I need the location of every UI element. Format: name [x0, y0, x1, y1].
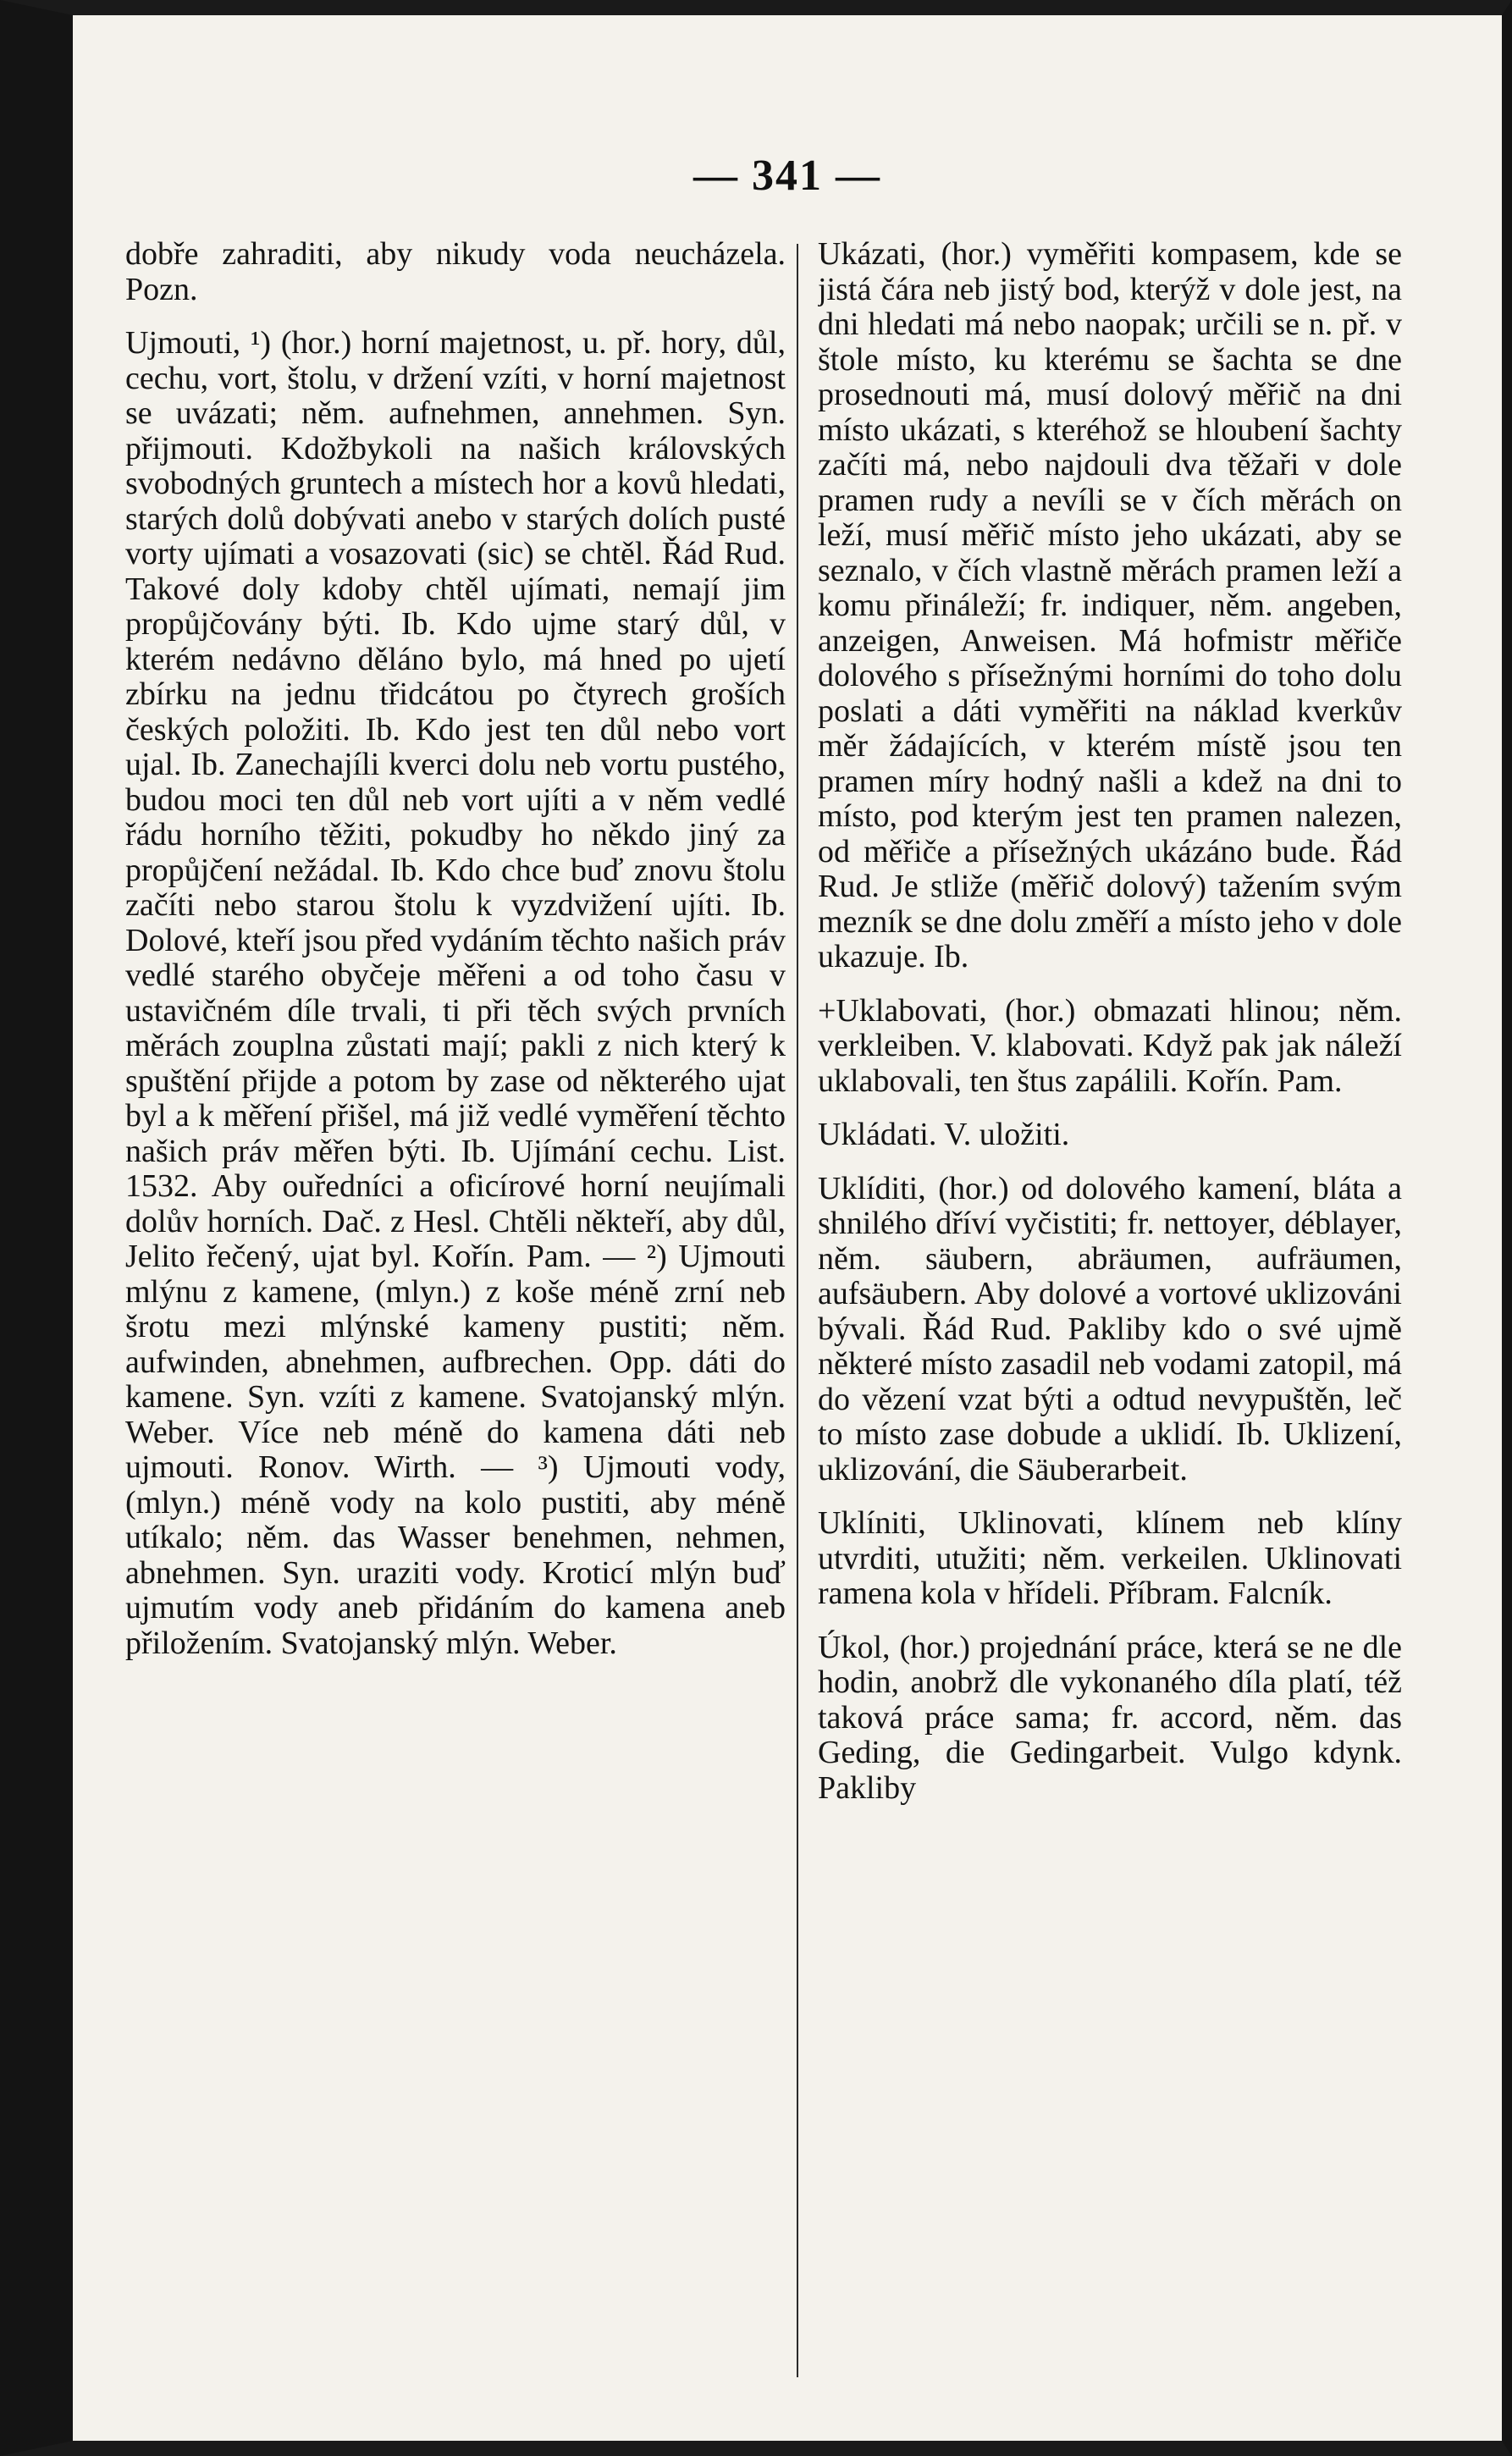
- text-block-continuation: dobře zahraditi, aby nikudy voda neucházela. Pozn.: [125, 237, 786, 307]
- entry-ujmouti: Ujmouti, ¹) (hor.) horní majetnost, u. př. hory, důl, cechu, vort, štolu, v držení vzíti, v horní majetnost se uvázati; něm. aufnehmen, annehmen. Syn. přijmouti. Kdožbykoli na našich královských svobodných gruntech a místech hor a kovů hledati, starých dolů dobývati anebo v starých dolích pusté vorty ujímati a vosazovati (sic) se chtěl. Řád Rud. Takové doly kdoby chtěl ujímati, nemají jim propůjčovány býti. Ib. Kdo ujme starý důl, v kterém nedávno děláno bylo, má hned po ujetí zbírku na jednu třidcátou po čtyrech groších českých položiti. Ib. Kdo jest ten důl nebo vort ujal. Ib. Zanechajíli kverci dolu neb vortu pustého, budou moci ten důl neb vort ujíti a v něm vedlé řádu horního těžiti, pokudby ho někdo jiný za propůjčení nežádal. Ib. Kdo chce buď znovu štolu začíti nebo starou štolu k vyzdvižení ujíti. Ib. Dolové, kteří jsou před vydáním těchto našich práv vedlé starého obyčeje měřeni a od toho času v ustavičném díle trvali, ti při těch svých prvních měrách zouplna zůstati mají; pakli z nich který k spuštění přijde a potom by zase od některého ujat byl a k měření přišel, má již vedlé vyměření těchto našich práv měřen býti. Ib. Ujímání cechu. List. 1532. Aby ouředníci a oficírové horní neujímali dolův horních. Dač. z Hesl. Chtěli někteří, aby důl, Jelito řečený, ujat byl. Kořín. Pam. — ²) Ujmouti mlýnu z kamene, (mlyn.) z koše méně zrní neb šrotu mezi mlýnské kameny pustiti; něm. aufwinden, abnehmen, aufbrechen. Opp. dáti do kamene. Syn. vzíti z kamene. Svatojanský mlýn. Weber. Více neb méně do kamena dáti neb ujmouti. Ronov. Wirth. — ³) Ujmouti vody, (mlyn.) méně vody na kolo pustiti, aby méně utíkalo; něm. das Wasser benehmen, nehmen, abnehmen. Syn. uraziti vody. Kroticí mlýn buď ujmutím vody aneb přidáním do kamena aneb přiložením. Svatojanský mlýn. Weber.: [125, 325, 786, 1661]
- entry-uklabovati: +Uklabovati, (hor.) obmazati hlinou; něm. verkleiben. V. klabovati. Když pak jak náleží uklabovali, ten štus zapálili. Kořín. Pam.: [818, 992, 1402, 1099]
- entry-ukladati: Ukládati. V. uložiti.: [818, 1117, 1070, 1152]
- entry-ukol: Úkol, (hor.) projednání práce, která se ne dle hodin, anobrž dle vykonaného díla platí, též taková práce sama; fr. accord, něm. das Geding, die Gedingarbeit. Vulgo kdynk. Pakliby: [818, 1629, 1402, 1806]
- left-column: [125, 237, 786, 2404]
- right-column: [818, 237, 1402, 2404]
- entry-ukazati: Ukázati, (hor.) vyměřiti kompasem, kde se jistá čára neb jistý bod, kterýž v dole jest, na dni hledati má nebo naopak; určili se n. př. v štole místo, ku kterému se šachta se dne prosednouti má, musí dolový měřič na dni místo ukázati, s kteréhož se hloubení šachty začíti má, nebo najdouli dva těžaři v dole pramen rudy a nevíli se v čích měrách on leží, musí měřič místo jeho ukázati, aby se seznalo, v čích vlastně měrách pramen leží a komu přináleží; fr. indiquer, něm. angeben, anzeigen, Anweisen. Má hofmistr měřiče dolového s přísežnými horními do toho dolu poslati a dáti vyměřiti na náklad kverkův měr žádajících, v kterém místě jsou ten pramen míry hodný našli a kdež na dni to místo, pod kterým jest ten pramen nalezen, od měřiče a přísežných ukázáno bude. Řád Rud. Je stliže (měřič dolový) tažením svým mezník se dne dolu změří a místo jeho v dole ukazuje. Ib.: [818, 237, 1402, 974]
- column-divider: [797, 244, 798, 2377]
- entry-ukliniti: Uklíniti, Uklinovati, klínem neb klíny utvrditi, utužiti; něm. verkeilen. Uklinovati ramena kola v hřídeli. Příbram. Falcník.: [818, 1505, 1402, 1611]
- entry-uklíditi: Uklíditi, (hor.) od dolového kamení, bláta a shnilého dříví vyčistiti; fr. nettoyer, déblayer, něm. säubern, abräumen, aufräumen, aufsäubern. Aby dolové a vortové uklizováni bývali. Řád Rud. Pakliby kdo o své ujmě některé místo zasadil neb vodami zatopil, má do vězení vzat býti a odtud nevypuštěn, leč to místo zase dobude a uklidí. Ib. Uklizení, uklizování, die Säuberarbeit.: [818, 1170, 1402, 1487]
- page-number: — 341 —: [693, 152, 881, 200]
